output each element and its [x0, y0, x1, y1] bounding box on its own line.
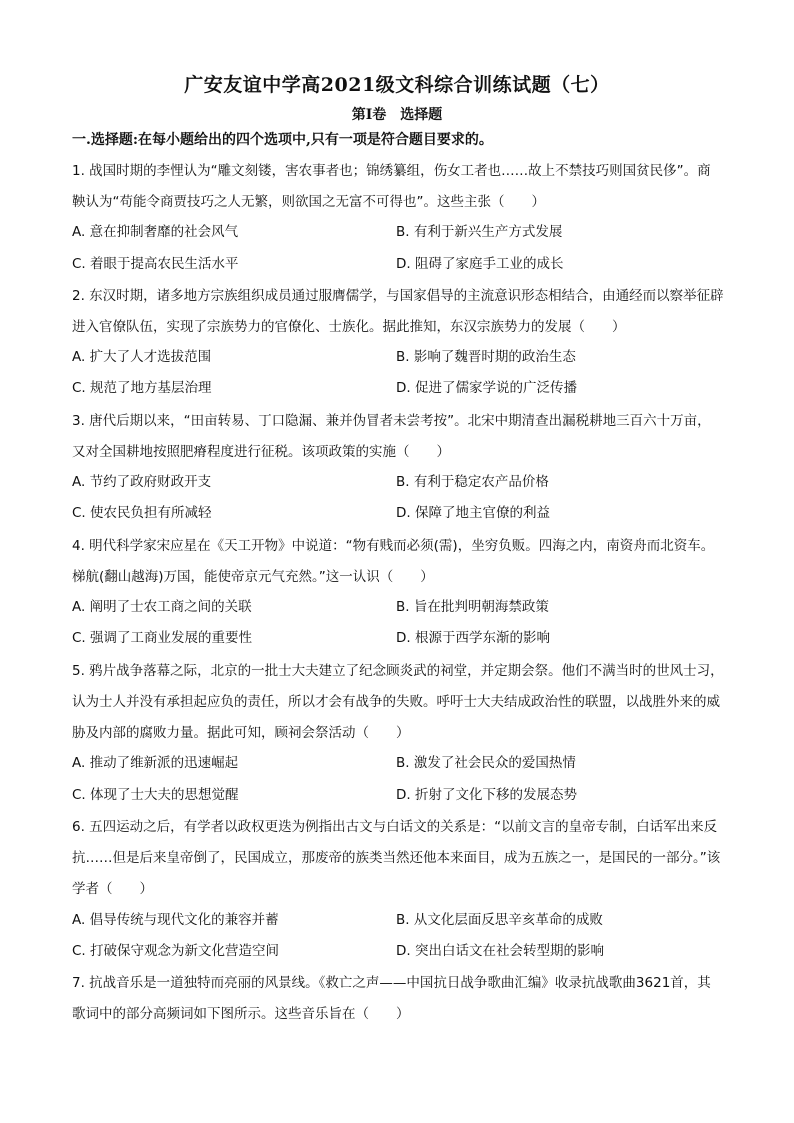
exam-title: 广安友谊中学高2021级文科综合训练试题（七） — [184, 74, 610, 96]
question-6-stem: 6. 五四运动之后，有学者以政权更迭为例指出古文与白话文的关系是：“以前文言的皇帝专制，白话军出来反抗……但是后来皇帝倒了，民国成立，那废帝的族类当然还他本来面目，成为五族之一，是国民的一部分。”该学者（ ） — [72, 819, 721, 897]
question-6-option-c: C. 打破保守观念为新文化营造空间 — [72, 943, 280, 959]
question-2-option-d: D. 促进了儒家学说的广泛传播 — [396, 380, 577, 396]
question-2-option-c: C. 规范了地方基层治理 — [72, 380, 212, 396]
question-3-option-c: C. 使农民负担有所减轻 — [72, 505, 212, 521]
question-3-option-a: A. 节约了政府财政开支 — [72, 474, 212, 490]
question-2-stem: 2. 东汉时期，诸多地方宗族组织成员通过服膺儒学，与国家倡导的主流意识形态相结合，由通经而以察举征辟进入官僚队伍，实现了宗族势力的官僚化、士族化。据此推知，东汉宗族势力的发展（ ） — [72, 288, 724, 335]
question-5-option-a: A. 推动了维新派的迅速崛起 — [72, 755, 239, 771]
question-1-option-c: C. 着眼于提高农民生活水平 — [72, 256, 239, 272]
section-instructions: 一.选择题:在每小题给出的四个选项中,只有一项是符合题目要求的。 — [72, 132, 493, 148]
question-1-option-b: B. 有利于新兴生产方式发展 — [396, 224, 563, 240]
question-2-option-a: A. 扩大了人才选拔范围 — [72, 349, 212, 365]
question-4-option-d: D. 根源于西学东渐的影响 — [396, 630, 550, 646]
question-5-option-d: D. 折射了文化下移的发展态势 — [396, 787, 577, 803]
question-3-option-d: D. 保障了地主官僚的利益 — [396, 505, 550, 521]
question-5-option-c: C. 体现了士大夫的思想觉醒 — [72, 787, 239, 803]
question-6-option-a: A. 倡导传统与现代文化的兼容并蓄 — [72, 912, 279, 928]
question-4-option-c: C. 强调了工商业发展的重要性 — [72, 630, 253, 646]
question-2-option-b: B. 影响了魏晋时期的政治生态 — [396, 349, 576, 365]
volume-subtitle: 第Ⅰ卷 选择题 — [351, 107, 443, 123]
question-6-option-b: B. 从文化层面反思辛亥革命的成败 — [396, 912, 603, 928]
question-1-option-d: D. 阻碍了家庭手工业的成长 — [396, 256, 564, 272]
question-5-stem: 5. 鸦片战争落幕之际，北京的一批士大夫建立了纪念顾炎武的祠堂，并定期会祭。他们不满当时的世风士习，认为士人并没有承担起应负的责任，所以才会有战争的失败。呼吁士大夫结成政治性的联盟，以战胜外来的威胁及内部的腐败力量。据此可知，顾祠会祭活动（ ） — [72, 663, 724, 741]
question-7-stem: 7. 抗战音乐是一道独特而亮丽的风景线。《救亡之声——中国抗日战争歌曲汇编》收录抗战歌曲3621首，其歌词中的部分高频词如下图所示。这些音乐旨在（ ） — [72, 975, 711, 1022]
question-3-stem: 3. 唐代后期以来，“田亩转易、丁口隐漏、兼并伪冒者未尝考按”。北宋中期清查出漏税耕地三百六十万亩，又对全国耕地按照肥瘠程度进行征税。该项政策的实施（ ） — [72, 413, 711, 460]
question-3-option-b: B. 有利于稳定农产品价格 — [396, 474, 549, 490]
question-4-option-a: A. 阐明了士农工商之间的关联 — [72, 599, 252, 615]
question-1-option-a: A. 意在抑制奢靡的社会风气 — [72, 224, 239, 240]
question-1-stem: 1. 战国时期的李悝认为“雕文刻镂，害农事者也；锦绣纂组，伤女工者也……故上不禁技巧则国贫民侈”。商鞅认为“苟能令商贾技巧之人无繁，则欲国之无富不可得也”。这些主张（ ） — [72, 163, 711, 210]
question-5-option-b: B. 激发了社会民众的爱国热情 — [396, 755, 576, 771]
question-4-option-b: B. 旨在批判明朝海禁政策 — [396, 599, 549, 615]
question-6-option-d: D. 突出白话文在社会转型期的影响 — [396, 943, 604, 959]
question-4-stem: 4. 明代科学家宋应星在《天工开物》中说道：“物有贱而必须(需)，坐穷负贩。四海之内，南资舟而北资车。梯航(翻山越海)万国，能使帝京元气充然。”这一认识（ ） — [72, 538, 715, 585]
